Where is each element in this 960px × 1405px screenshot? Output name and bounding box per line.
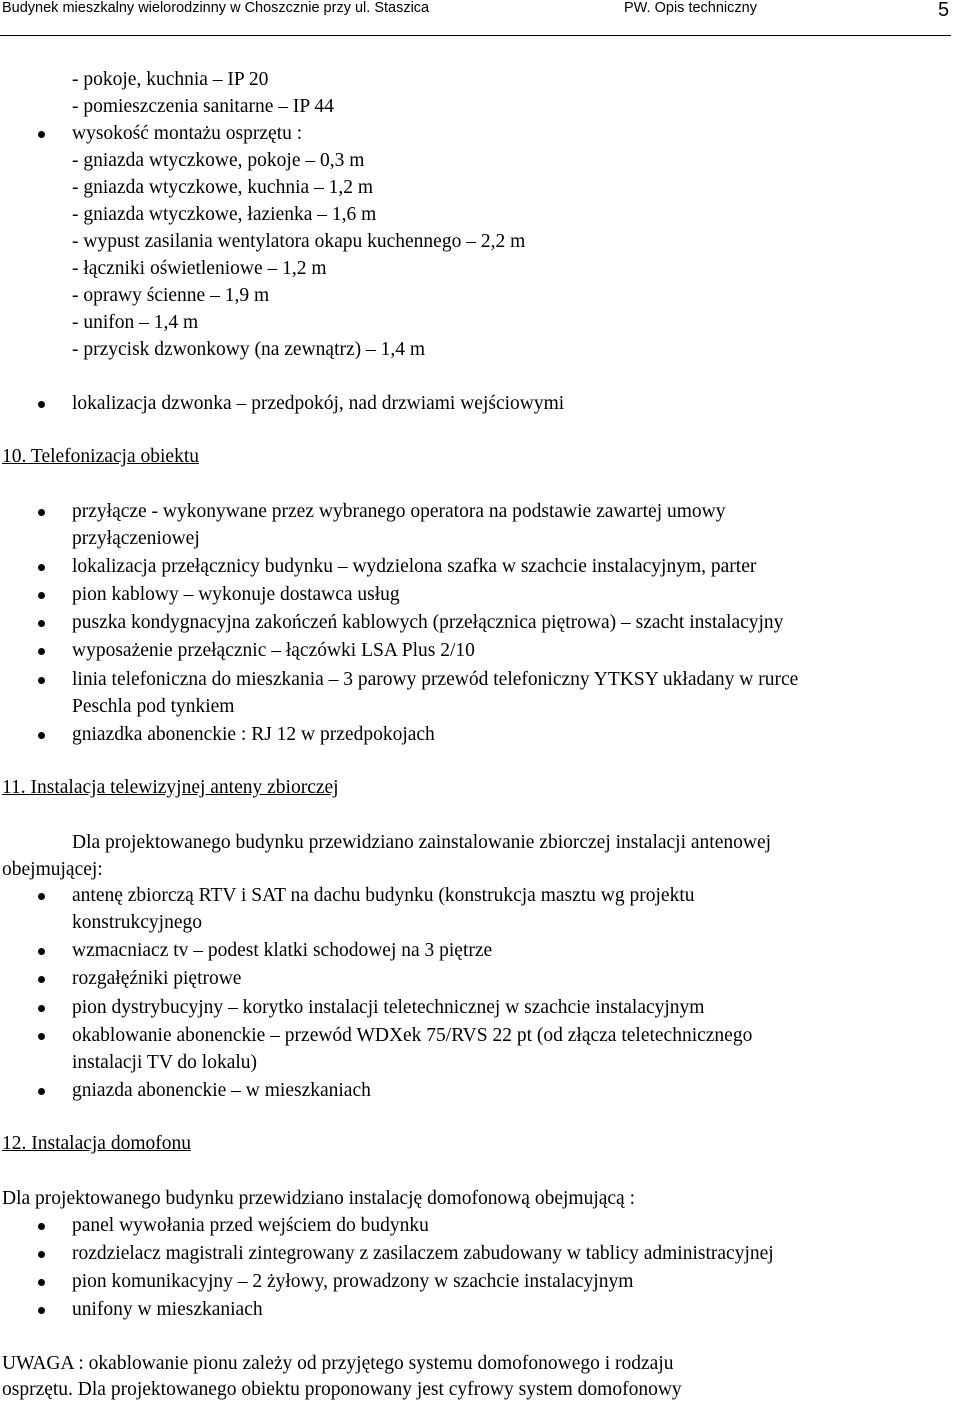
note-line: osprzętu. Dla projektowanego obiektu proponowany jest cyfrowy system domofonowy — [2, 1379, 682, 1400]
text-line: - wypust zasilania wentylatora okapu kuchennego – 2,2 m — [72, 231, 526, 252]
bullet-icon — [38, 948, 45, 955]
list-item: gniazda abonenckie – w mieszkaniach — [72, 1080, 371, 1101]
list-item: panel wywołania przed wejściem do budynku — [72, 1215, 429, 1236]
bullet-icon — [38, 1223, 45, 1230]
bullet-icon — [38, 620, 45, 627]
section-heading-11: 11. Instalacja telewizyjnej anteny zbiorczej — [2, 777, 339, 798]
list-item: wyposażenie przełącznic – łączówki LSA Plus 2/10 — [72, 640, 475, 661]
bullet-icon — [38, 732, 45, 739]
bullet-icon — [38, 509, 45, 516]
page-number: 5 — [938, 0, 950, 21]
list-item: puszka kondygnacyjna zakończeń kablowych (przełącznica piętrowa) – szacht instalacyjny — [72, 612, 784, 633]
text-line: - pokoje, kuchnia – IP 20 — [72, 69, 269, 90]
text-line: - przycisk dzwonkowy (na zewnątrz) – 1,4 m — [72, 339, 426, 360]
bullet-icon — [38, 893, 45, 900]
text-line: - gniazda wtyczkowe, pokoje – 0,3 m — [72, 150, 365, 171]
bullet-icon — [38, 131, 45, 138]
list-item-continuation: Peschla pod tynkiem — [72, 696, 235, 717]
section-heading-10: 10. Telefonizacja obiektu — [2, 446, 199, 467]
bullet-icon — [38, 592, 45, 599]
list-item: linia telefoniczna do mieszkania – 3 parowy przewód telefoniczny YTKSY układany w rurce — [72, 669, 799, 690]
paragraph-line: Dla projektowanego budynku przewidziano instalację domofonową obejmującą : — [2, 1188, 636, 1209]
bullet-icon — [38, 1251, 45, 1258]
text-line: - łączniki oświetleniowe – 1,2 m — [72, 258, 327, 279]
list-item: przyłącze - wykonywane przez wybranego operatora na podstawie zawartej umowy — [72, 501, 726, 522]
bullet-icon — [38, 401, 45, 408]
bullet-icon — [38, 1033, 45, 1040]
bullet-icon — [38, 648, 45, 655]
bullet-icon — [38, 1005, 45, 1012]
bullet-icon — [38, 677, 45, 684]
list-item: gniazdka abonenckie : RJ 12 w przedpokojach — [72, 724, 435, 745]
note-line: UWAGA : okablowanie pionu zależy od przyjętego systemu domofonowego i rodzaju — [2, 1353, 674, 1374]
text-line: - oprawy ścienne – 1,9 m — [72, 285, 270, 306]
bullet-icon — [38, 976, 45, 983]
list-item: pion kablowy – wykonuje dostawca usług — [72, 584, 400, 605]
section-heading-12: 12. Instalacja domofonu — [2, 1133, 191, 1154]
text-line: - pomieszczenia sanitarne – IP 44 — [72, 96, 334, 117]
list-item: wysokość montażu osprzętu : — [72, 123, 303, 144]
list-item: pion dystrybucyjny – korytko instalacji teletechnicznej w szachcie instalacyjnym — [72, 997, 705, 1018]
paragraph-line: obejmującej: — [2, 859, 103, 880]
paragraph-line: Dla projektowanego budynku przewidziano zainstalowanie zbiorczej instalacji antenowej — [72, 832, 772, 853]
list-item: pion komunikacyjny – 2 żyłowy, prowadzony w szachcie instalacyjnym — [72, 1271, 634, 1292]
bullet-icon — [38, 1088, 45, 1095]
list-item: rozdzielacz magistrali zintegrowany z zasilaczem zabudowany w tablicy administracyjnej — [72, 1243, 774, 1264]
header-section: PW. Opis techniczny — [624, 0, 757, 16]
list-item-continuation: konstrukcyjnego — [72, 912, 202, 933]
bullet-icon — [38, 564, 45, 571]
list-item: rozgałęźniki piętrowe — [72, 968, 242, 989]
bullet-icon — [38, 1307, 45, 1314]
list-item-continuation: instalacji TV do lokalu) — [72, 1052, 258, 1073]
list-item: unifony w mieszkaniach — [72, 1299, 263, 1320]
bullet-icon — [38, 1279, 45, 1286]
header-title: Budynek mieszkalny wielorodzinny w Choszcznie przy ul. Staszica — [2, 0, 430, 16]
list-item: okablowanie abonenckie – przewód WDXek 75/RVS 22 pt (od złącza teletechnicznego — [72, 1025, 753, 1046]
text-line: - gniazda wtyczkowe, kuchnia – 1,2 m — [72, 177, 374, 198]
text-line: - gniazda wtyczkowe, łazienka – 1,6 m — [72, 204, 377, 225]
list-item: lokalizacja przełącznicy budynku – wydzielona szafka w szachcie instalacyjnym, parter — [72, 556, 757, 577]
list-item: antenę zbiorczą RTV i SAT na dachu budynku (konstrukcja masztu wg projektu — [72, 885, 695, 906]
header-rule — [0, 35, 951, 36]
list-item-continuation: przyłączeniowej — [72, 528, 200, 549]
page-header — [0, 0, 960, 21]
list-item: lokalizacja dzwonka – przedpokój, nad drzwiami wejściowymi — [72, 393, 565, 414]
list-item: wzmacniacz tv – podest klatki schodowej na 3 piętrze — [72, 940, 493, 961]
text-line: - unifon – 1,4 m — [72, 312, 199, 333]
